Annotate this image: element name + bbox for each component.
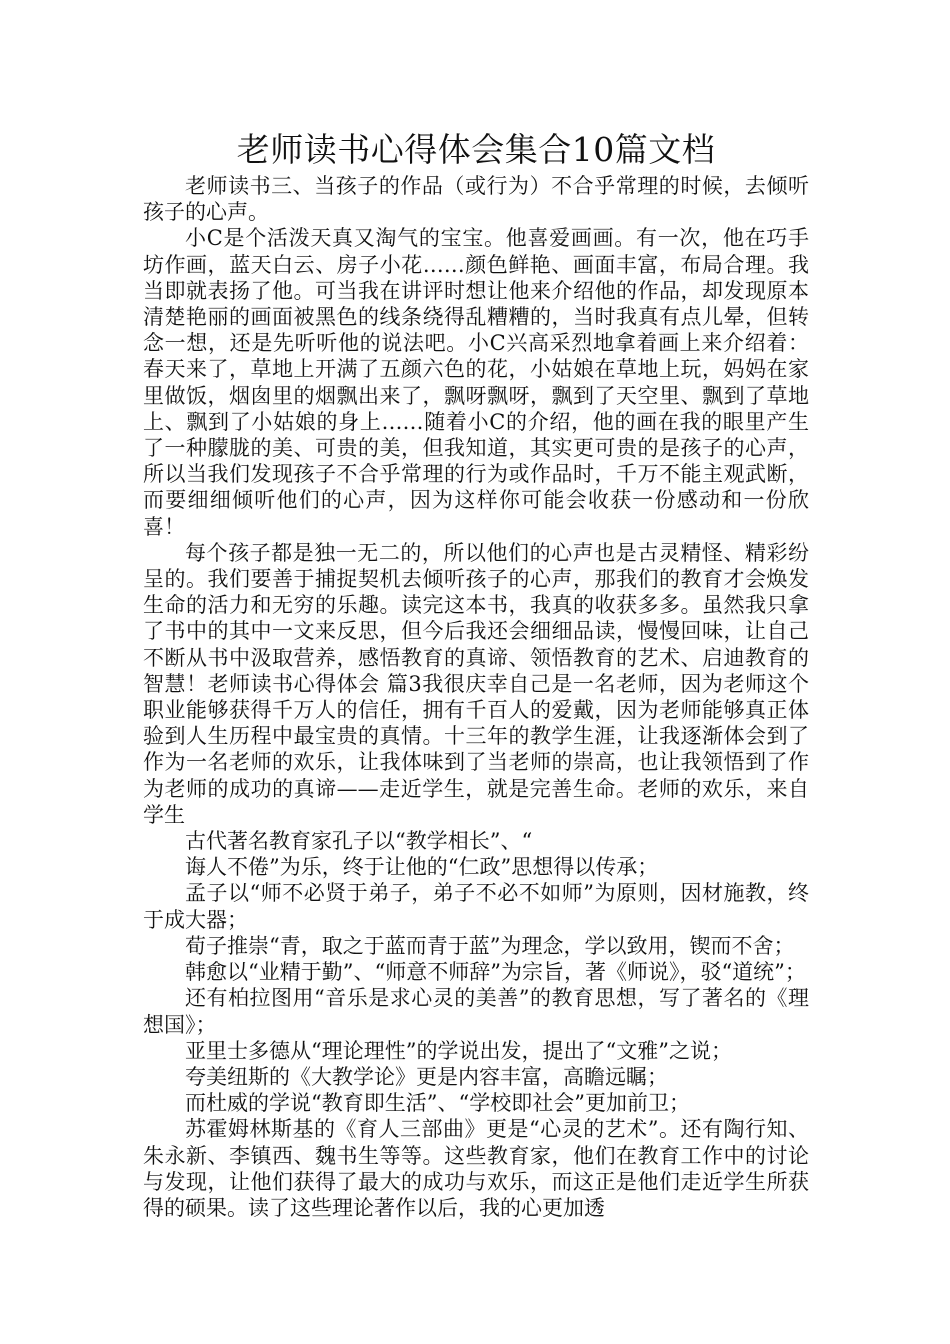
document-title: 老师读书心得体会集合10篇文档 — [236, 130, 716, 169]
paragraph: 每个孩子都是独一无二的，所以他们的心声也是古灵精怪、精彩纷呈的。我们要善于捕捉契机去倾听孩子的心声，那我们的教育才会焕发生命的活力和无穷的乐趣。读完这本书，我真的收获多多。虽然我只拿了书中的其中一文来反思，但今后我还会细细品读，慢慢回味，让自己不断从书中汲取营养，感悟教育的真谛、领悟教育的艺术、启迪教育的智慧！老师读书心得体会 篇3我很庆幸自己是一名老师，因为老师这个职业能够获得千万人的信任，拥有千百人的爱戴，因为老师能够真正体验到人生历程中最宝贵的真情。十三年的教学生涯，让我逐渐体会到了作为一名老师的欢乐，让我体味到了当老师的崇高，也让我领悟到了作为老师的成功的真谛——走近学生，就是完善生命。老师的欢乐，来自学生 — [143, 540, 809, 827]
paragraph: 苏霍姆林斯基的《育人三部曲》更是“心灵的艺术”。还有陶行知、朱永新、李镇西、魏书生等等。这些教育家，他们在教育工作中的讨论与发现，让他们获得了最大的成功与欢乐，而这正是他们走近学生所获得的硕果。读了这些理论著作以后，我的心更加透 — [143, 1117, 809, 1220]
paragraph: 韩愈以“业精于勤”、“师意不师辞”为宗旨，著《师说》，驳“道统”； — [185, 960, 806, 985]
paragraph: 荀子推崇“青，取之于蓝而青于蓝”为理念，学以致用，锲而不舍； — [185, 933, 795, 958]
document-page — [143, 125, 809, 1221]
paragraph: 夸美纽斯的《大教学论》更是内容丰富，高瞻远瞩； — [185, 1064, 668, 1089]
paragraph: 老师读书三、当孩子的作品（或行为）不合乎常理的时候，去倾听孩子的心声。 — [143, 174, 809, 225]
paragraph: 亚里士多德从“理论理性”的学说出发，提出了“文雅”之说； — [185, 1038, 732, 1063]
paragraph: 而杜威的学说“教育即生活”、“学校即社会”更加前卫； — [185, 1091, 690, 1116]
paragraph: 孟子以“师不必贤于弟子，弟子不必不如师”为原则，因材施教，终于成大器； — [143, 881, 809, 932]
paragraph: 古代著名教育家孔子以“教学相长”、“ — [185, 829, 533, 854]
document-body — [143, 173, 809, 1221]
paragraph: 诲人不倦”为乐，终于让他的“仁政”思想得以传承； — [185, 855, 659, 880]
paragraph: 小C是个活泼天真又淘气的宝宝。他喜爱画画。有一次，他在巧手坊作画，蓝天白云、房子小花……颜色鲜艳、画面丰富，布局合理。我当即就表扬了他。可当我在讲评时想让他来介绍他的作品，却发现原本清楚艳丽的画面被黑色的线条绕得乱糟糟的，当时我真有点儿晕，但转念一想，还是先听听他的说法吧。小C兴高采烈地拿着画上来介绍着：春天来了，草地上开满了五颜六色的花，小姑娘在草地上玩，妈妈在家里做饭，烟囱里的烟飘出来了，飘呀飘呀，飘到了天空里、飘到了草地上、飘到了小姑娘的身上……随着小C的介绍，他的画在我的眼里产生了一种朦胧的美、可贵的美，但我知道，其实更可贵的是孩子的心声，所以当我们发现孩子不合乎常理的行为或作品时，千万不能主观武断，而要细细倾听他们的心声，因为这样你可能会收获一份感动和一份欣喜！ — [143, 226, 809, 539]
paragraph: 还有柏拉图用“音乐是求心灵的美善”的教育思想，写了著名的《理想国》； — [143, 986, 809, 1037]
